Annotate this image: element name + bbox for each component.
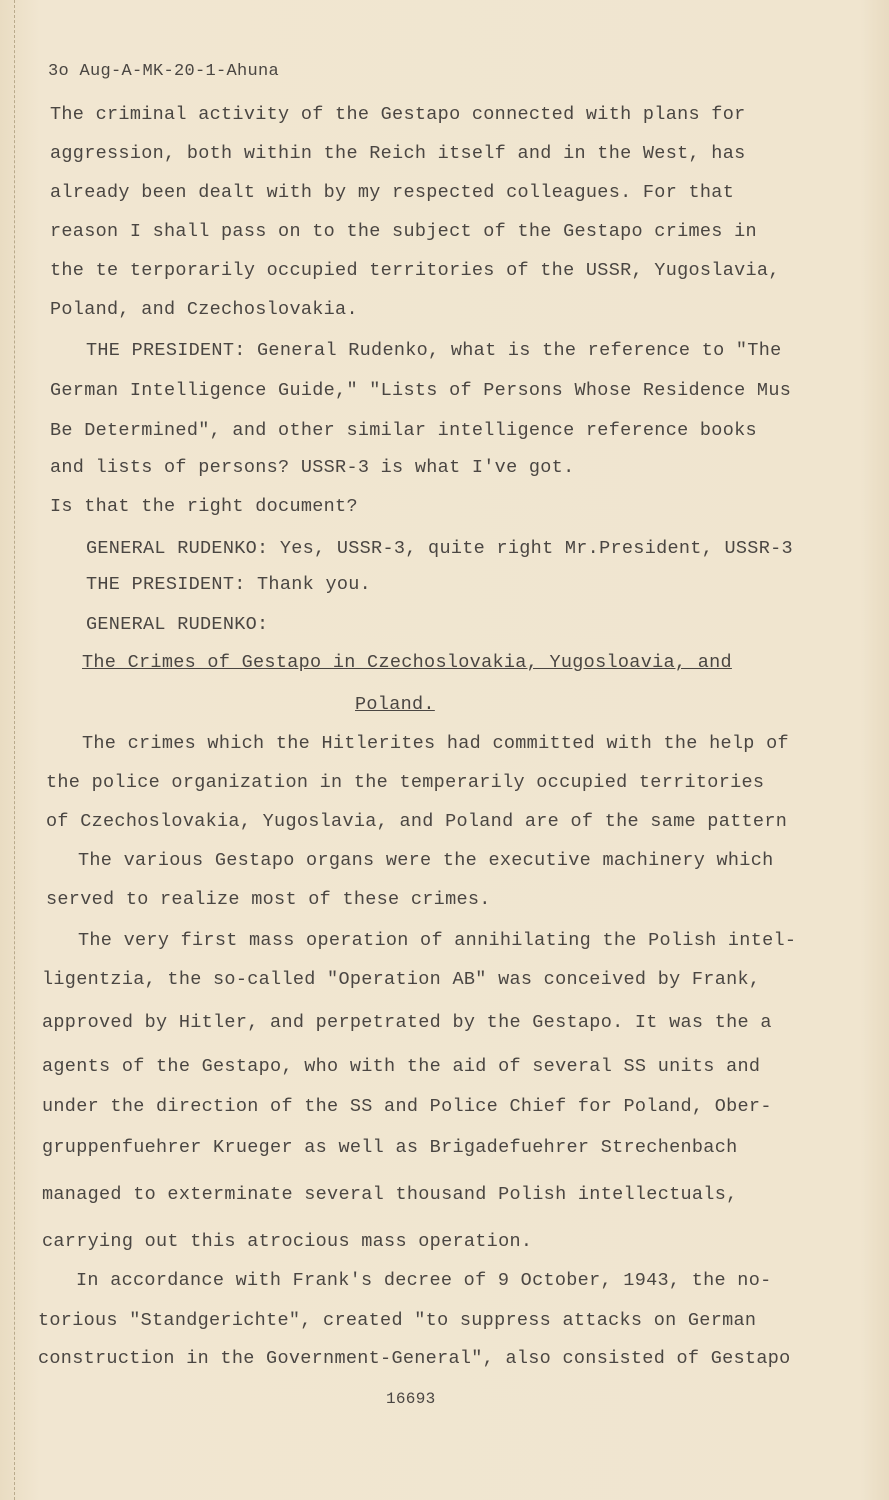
text-line: approved by Hitler, and perpetrated by the Gestapo. It was the a	[42, 1012, 772, 1033]
text-line: the police organization in the temperarily occupied territories	[46, 772, 765, 793]
text-line: The criminal activity of the Gestapo connected with plans for	[50, 104, 746, 125]
document-header: 3o Aug-A-MK-20-1-Ahuna	[48, 62, 280, 81]
text-line: of Czechoslovakia, Yugoslavia, and Poland are of the same pattern	[46, 811, 788, 832]
text-line: carrying out this atrocious mass operation.	[42, 1231, 533, 1252]
heading-line: Poland.	[355, 694, 435, 715]
text-line: torious "Standgerichte", created "to suppress attacks on German	[38, 1310, 757, 1331]
text-line: ligentzia, the so-called "Operation AB" was conceived by Frank,	[42, 969, 761, 990]
torn-left-edge	[0, 0, 15, 1500]
text-line: In accordance with Frank's decree of 9 October, 1943, the no-	[76, 1270, 772, 1291]
text-line: construction in the Government-General", also consisted of Gestapo	[38, 1348, 791, 1369]
text-line: already been dealt with by my respected colleagues. For that	[50, 182, 735, 203]
text-line: Is that the right document?	[50, 496, 358, 517]
text-line: German Intelligence Guide," "Lists of Persons Whose Residence Mus	[50, 380, 792, 401]
text-line: THE PRESIDENT: General Rudenko, what is the reference to "The	[86, 340, 782, 361]
text-line: gruppenfuehrer Krueger as well as Brigadefuehrer Strechenbach	[42, 1137, 738, 1158]
rudenko-speaker: GENERAL RUDENKO:	[86, 614, 269, 635]
rudenko-reply: GENERAL RUDENKO: Yes, USSR-3, quite right Mr.President, USSR-3	[86, 538, 793, 559]
text-line: The very first mass operation of annihilating the Polish intel-	[78, 930, 797, 951]
text-line: agents of the Gestapo, who with the aid of several SS units and	[42, 1056, 761, 1077]
text-line: The various Gestapo organs were the executive machinery which	[78, 850, 774, 871]
text-line: Poland, and Czechoslovakia.	[50, 299, 358, 320]
text-line: served to realize most of these crimes.	[46, 889, 491, 910]
text-line: and lists of persons? USSR-3 is what I've got.	[50, 457, 575, 478]
heading-line: The Crimes of Gestapo in Czechoslovakia, Yugosloavia, and	[82, 652, 732, 673]
text-line: Be Determined", and other similar intelligence reference books	[50, 420, 757, 441]
text-line: The crimes which the Hitlerites had committed with the help of	[82, 733, 789, 754]
page-number: 16693	[386, 1390, 436, 1408]
text-line: the te terporarily occupied territories of the USSR, Yugoslavia,	[50, 260, 780, 281]
text-line: under the direction of the SS and Police Chief for Poland, Ober-	[42, 1096, 772, 1117]
text-line: reason I shall pass on to the subject of the Gestapo crimes in	[50, 221, 757, 242]
text-line: managed to exterminate several thousand Polish intellectuals,	[42, 1184, 738, 1205]
president-thanks: THE PRESIDENT: Thank you.	[86, 574, 372, 595]
text-line: aggression, both within the Reich itself and in the West, has	[50, 143, 746, 164]
